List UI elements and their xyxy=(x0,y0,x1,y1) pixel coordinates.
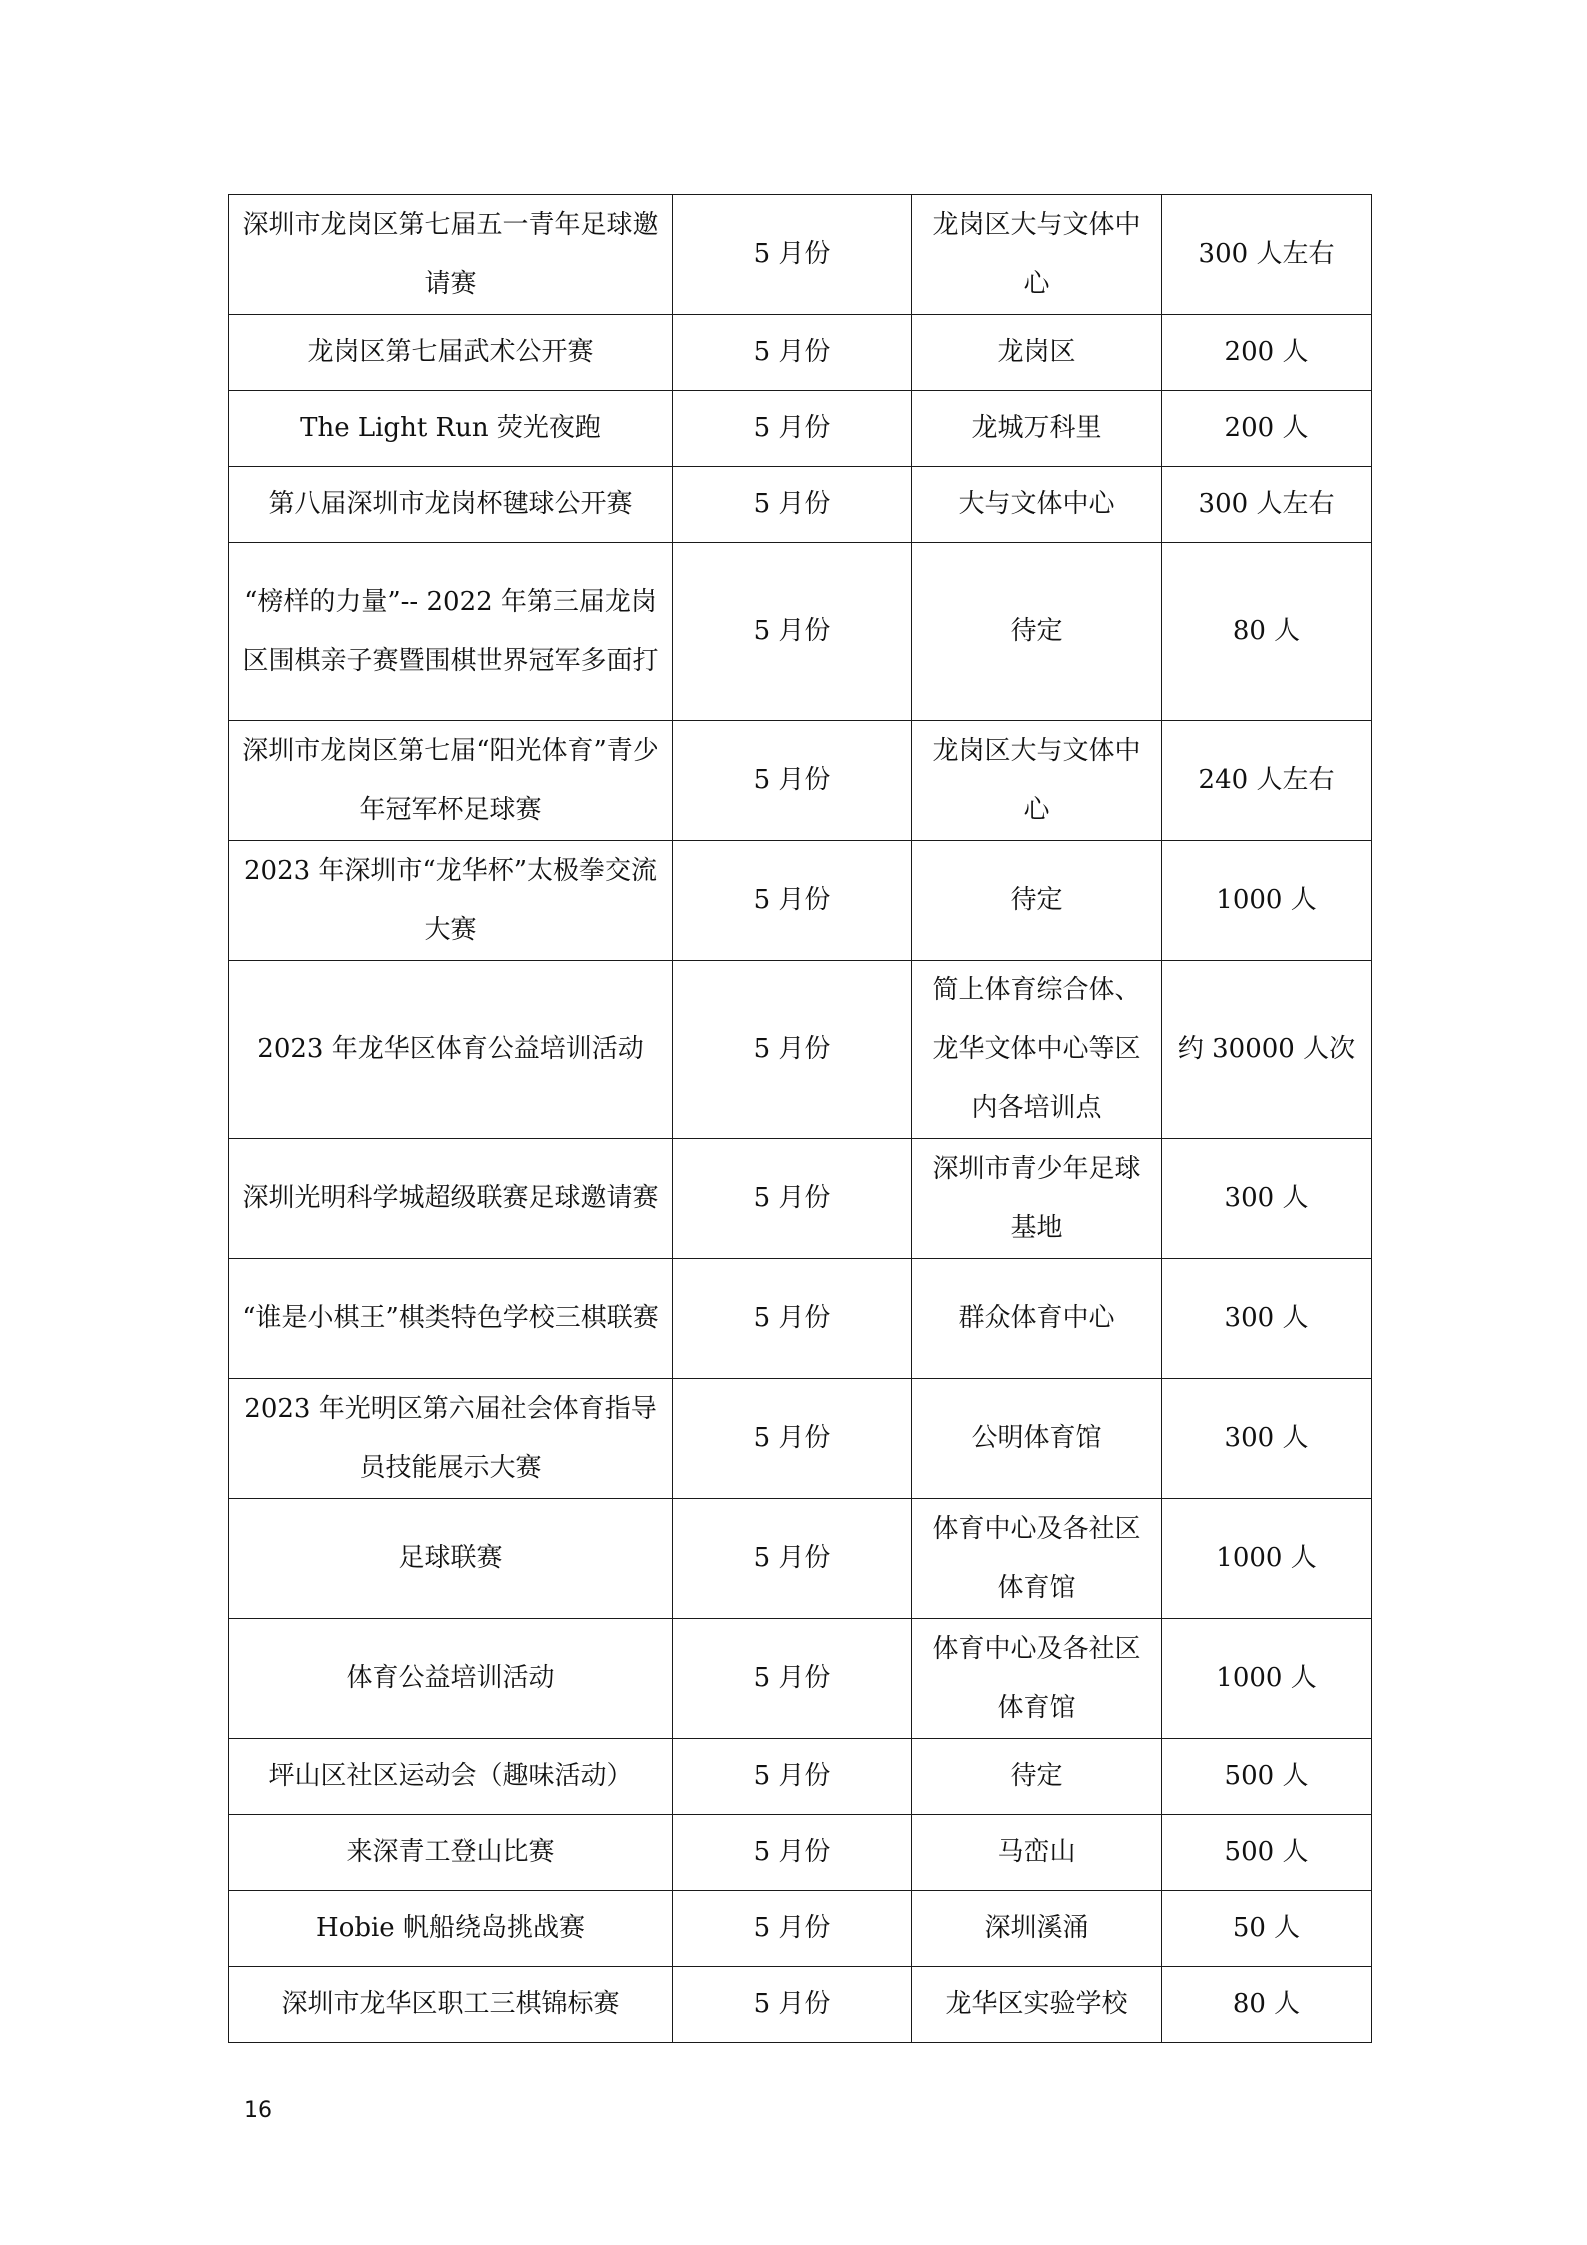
table-row xyxy=(229,391,1372,467)
event-venue-cell: 龙华区实验学校 xyxy=(912,1967,1162,2043)
event-name-cell: 足球联赛 xyxy=(229,1499,673,1619)
event-month-cell: 5 月份 xyxy=(673,543,912,721)
event-venue-cell: 待定 xyxy=(912,841,1162,961)
event-name-cell: 深圳光明科学城超级联赛足球邀请赛 xyxy=(229,1139,673,1259)
event-venue-cell: 体育中心及各社区体育馆 xyxy=(912,1619,1162,1739)
events-table xyxy=(228,194,1372,2043)
table-row xyxy=(229,1967,1372,2043)
table-row xyxy=(229,1499,1372,1619)
event-people-cell: 50 人 xyxy=(1162,1891,1372,1967)
event-venue-cell: 龙岗区大与文体中心 xyxy=(912,195,1162,315)
event-venue-cell: 简上体育综合体、龙华文体中心等区内各培训点 xyxy=(912,961,1162,1139)
event-month-cell: 5 月份 xyxy=(673,1815,912,1891)
event-people-cell: 80 人 xyxy=(1162,543,1372,721)
event-month-cell: 5 月份 xyxy=(673,1379,912,1499)
event-name-cell: 第八届深圳市龙岗杯毽球公开赛 xyxy=(229,467,673,543)
event-people-cell: 300 人左右 xyxy=(1162,195,1372,315)
event-people-cell: 300 人 xyxy=(1162,1139,1372,1259)
event-month-cell: 5 月份 xyxy=(673,721,912,841)
event-venue-cell: 龙岗区大与文体中心 xyxy=(912,721,1162,841)
table-row xyxy=(229,1619,1372,1739)
event-people-cell: 240 人左右 xyxy=(1162,721,1372,841)
event-people-cell: 1000 人 xyxy=(1162,841,1372,961)
event-venue-cell: 体育中心及各社区体育馆 xyxy=(912,1499,1162,1619)
event-venue-cell: 深圳溪涌 xyxy=(912,1891,1162,1967)
event-venue-cell: 深圳市青少年足球基地 xyxy=(912,1139,1162,1259)
table-row xyxy=(229,961,1372,1139)
event-month-cell: 5 月份 xyxy=(673,195,912,315)
event-name-cell: “榜样的力量”-- 2022 年第三届龙岗区围棋亲子赛暨围棋世界冠军多面打 xyxy=(229,543,673,721)
event-venue-cell: 公明体育馆 xyxy=(912,1379,1162,1499)
event-people-cell: 200 人 xyxy=(1162,391,1372,467)
table-row xyxy=(229,195,1372,315)
event-name-cell: 2023 年深圳市“龙华杯”太极拳交流大赛 xyxy=(229,841,673,961)
event-name-cell: 龙岗区第七届武术公开赛 xyxy=(229,315,673,391)
event-people-cell: 约 30000 人次 xyxy=(1162,961,1372,1139)
event-people-cell: 1000 人 xyxy=(1162,1619,1372,1739)
event-name-cell: 来深青工登山比赛 xyxy=(229,1815,673,1891)
event-month-cell: 5 月份 xyxy=(673,961,912,1139)
event-name-cell: 坪山区社区运动会（趣味活动） xyxy=(229,1739,673,1815)
event-name-cell: Hobie 帆船绕岛挑战赛 xyxy=(229,1891,673,1967)
event-people-cell: 500 人 xyxy=(1162,1815,1372,1891)
event-month-cell: 5 月份 xyxy=(673,1259,912,1379)
event-name-cell: 深圳市龙岗区第七届“阳光体育”青少年冠军杯足球赛 xyxy=(229,721,673,841)
event-month-cell: 5 月份 xyxy=(673,315,912,391)
table-row xyxy=(229,543,1372,721)
event-month-cell: 5 月份 xyxy=(673,1139,912,1259)
event-venue-cell: 龙岗区 xyxy=(912,315,1162,391)
event-month-cell: 5 月份 xyxy=(673,1967,912,2043)
event-month-cell: 5 月份 xyxy=(673,391,912,467)
event-venue-cell: 待定 xyxy=(912,543,1162,721)
event-venue-cell: 大与文体中心 xyxy=(912,467,1162,543)
event-people-cell: 300 人 xyxy=(1162,1259,1372,1379)
event-venue-cell: 待定 xyxy=(912,1739,1162,1815)
event-month-cell: 5 月份 xyxy=(673,1891,912,1967)
table-row xyxy=(229,1139,1372,1259)
table-row xyxy=(229,467,1372,543)
event-name-cell: The Light Run 荧光夜跑 xyxy=(229,391,673,467)
event-venue-cell: 龙城万科里 xyxy=(912,391,1162,467)
event-people-cell: 300 人左右 xyxy=(1162,467,1372,543)
event-name-cell: 2023 年光明区第六届社会体育指导员技能展示大赛 xyxy=(229,1379,673,1499)
event-name-cell: 2023 年龙华区体育公益培训活动 xyxy=(229,961,673,1139)
table-row xyxy=(229,841,1372,961)
event-month-cell: 5 月份 xyxy=(673,841,912,961)
event-name-cell: “谁是小棋王”棋类特色学校三棋联赛 xyxy=(229,1259,673,1379)
event-month-cell: 5 月份 xyxy=(673,1739,912,1815)
table-row xyxy=(229,315,1372,391)
event-name-cell: 深圳市龙岗区第七届五一青年足球邀请赛 xyxy=(229,195,673,315)
event-people-cell: 200 人 xyxy=(1162,315,1372,391)
table-row xyxy=(229,1739,1372,1815)
event-people-cell: 300 人 xyxy=(1162,1379,1372,1499)
event-people-cell: 500 人 xyxy=(1162,1739,1372,1815)
table-row xyxy=(229,1891,1372,1967)
event-venue-cell: 群众体育中心 xyxy=(912,1259,1162,1379)
table-row xyxy=(229,1379,1372,1499)
event-month-cell: 5 月份 xyxy=(673,1499,912,1619)
event-venue-cell: 马峦山 xyxy=(912,1815,1162,1891)
table-row xyxy=(229,721,1372,841)
event-month-cell: 5 月份 xyxy=(673,1619,912,1739)
page-number: 16 xyxy=(244,2098,272,2123)
event-people-cell: 1000 人 xyxy=(1162,1499,1372,1619)
event-name-cell: 深圳市龙华区职工三棋锦标赛 xyxy=(229,1967,673,2043)
table-row xyxy=(229,1815,1372,1891)
event-month-cell: 5 月份 xyxy=(673,467,912,543)
event-people-cell: 80 人 xyxy=(1162,1967,1372,2043)
event-name-cell: 体育公益培训活动 xyxy=(229,1619,673,1739)
events-table-body xyxy=(229,195,1372,2043)
table-row xyxy=(229,1259,1372,1379)
